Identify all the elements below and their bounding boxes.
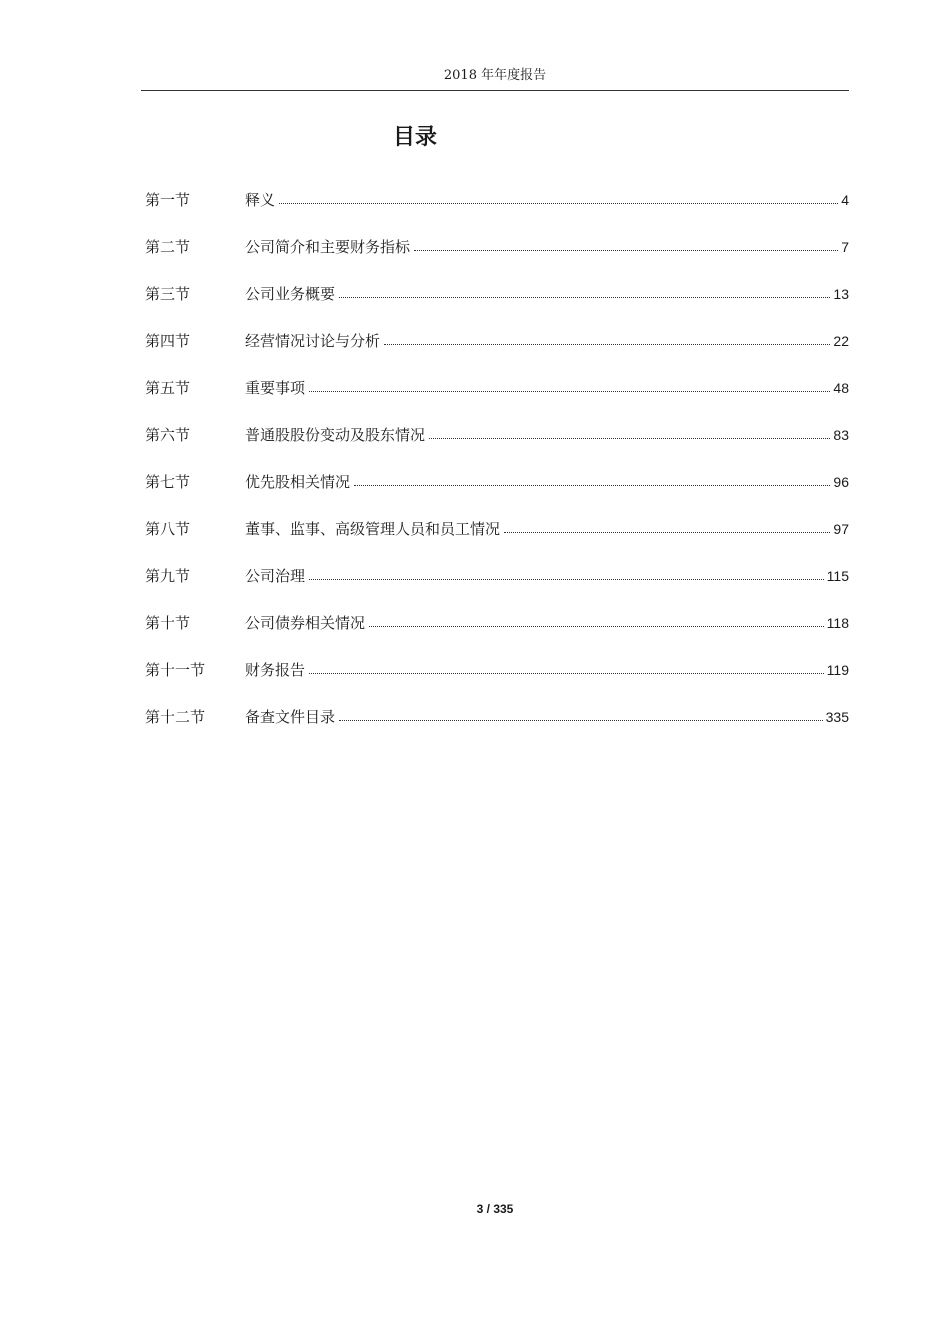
section-title[interactable]: 财务报告 [245, 661, 306, 679]
section-title[interactable]: 备查文件目录 [245, 708, 336, 726]
section-page-number: 13 [833, 285, 849, 302]
dot-leader [369, 626, 824, 627]
section-page-number: 96 [833, 473, 849, 490]
dot-leader [279, 203, 838, 204]
section-title[interactable]: 公司业务概要 [245, 285, 336, 303]
section-number: 第五节 [145, 379, 191, 397]
dot-leader [504, 532, 830, 533]
toc-entry[interactable] [145, 411, 849, 458]
toc-entry[interactable] [145, 176, 849, 223]
section-number: 第九节 [145, 567, 191, 585]
section-number: 第十二节 [145, 708, 206, 726]
dot-leader [354, 485, 830, 486]
toc-entry[interactable] [145, 364, 849, 411]
page-number: 3 / 335 [476, 1202, 514, 1216]
toc-entry[interactable] [145, 599, 849, 646]
dot-leader [339, 297, 830, 298]
table-of-contents [145, 176, 849, 740]
dot-leader [309, 391, 830, 392]
toc-entry[interactable] [145, 458, 849, 505]
section-number: 第八节 [145, 520, 191, 538]
dot-leader [384, 344, 830, 345]
section-page-number: 115 [826, 567, 849, 584]
section-title[interactable]: 优先股相关情况 [245, 473, 351, 491]
section-title[interactable]: 董事、监事、高级管理人员和员工情况 [245, 520, 501, 538]
section-number: 第四节 [145, 332, 191, 350]
section-title[interactable]: 公司治理 [245, 567, 306, 585]
section-number: 第十一节 [145, 661, 206, 679]
section-number: 第六节 [145, 426, 191, 444]
section-title[interactable]: 重要事项 [245, 379, 306, 397]
section-page-number: 7 [841, 238, 849, 255]
dot-leader [309, 673, 824, 674]
section-number: 第一节 [145, 191, 191, 209]
dot-leader [309, 579, 824, 580]
dot-leader [414, 250, 838, 251]
section-number: 第七节 [145, 473, 191, 491]
section-title[interactable]: 普通股股份变动及股东情况 [245, 426, 426, 444]
report-title: 2018 年年度报告 [443, 68, 547, 83]
section-page-number: 335 [825, 708, 849, 725]
toc-entry[interactable] [145, 223, 849, 270]
section-page-number: 118 [826, 614, 849, 631]
section-page-number: 22 [833, 332, 849, 349]
toc-title: 目录 [392, 125, 437, 150]
page-header [141, 66, 849, 91]
section-page-number: 48 [833, 379, 849, 396]
section-page-number: 4 [841, 191, 849, 208]
dot-leader [339, 720, 823, 721]
section-number: 第十节 [145, 614, 191, 632]
toc-entry[interactable] [145, 270, 849, 317]
toc-entry[interactable] [145, 317, 849, 364]
dot-leader [429, 438, 830, 439]
section-page-number: 119 [826, 661, 849, 678]
section-title[interactable]: 经营情况讨论与分析 [245, 332, 381, 350]
toc-entry[interactable] [145, 552, 849, 599]
section-title[interactable]: 公司债券相关情况 [245, 614, 366, 632]
toc-entry[interactable] [145, 646, 849, 693]
section-page-number: 97 [833, 520, 849, 537]
section-title[interactable]: 释义 [245, 191, 276, 209]
section-page-number: 83 [833, 426, 849, 443]
section-title[interactable]: 公司简介和主要财务指标 [245, 238, 411, 256]
toc-entry[interactable] [145, 505, 849, 552]
section-number: 第二节 [145, 238, 191, 256]
toc-entry[interactable] [145, 693, 849, 740]
section-number: 第三节 [145, 285, 191, 303]
